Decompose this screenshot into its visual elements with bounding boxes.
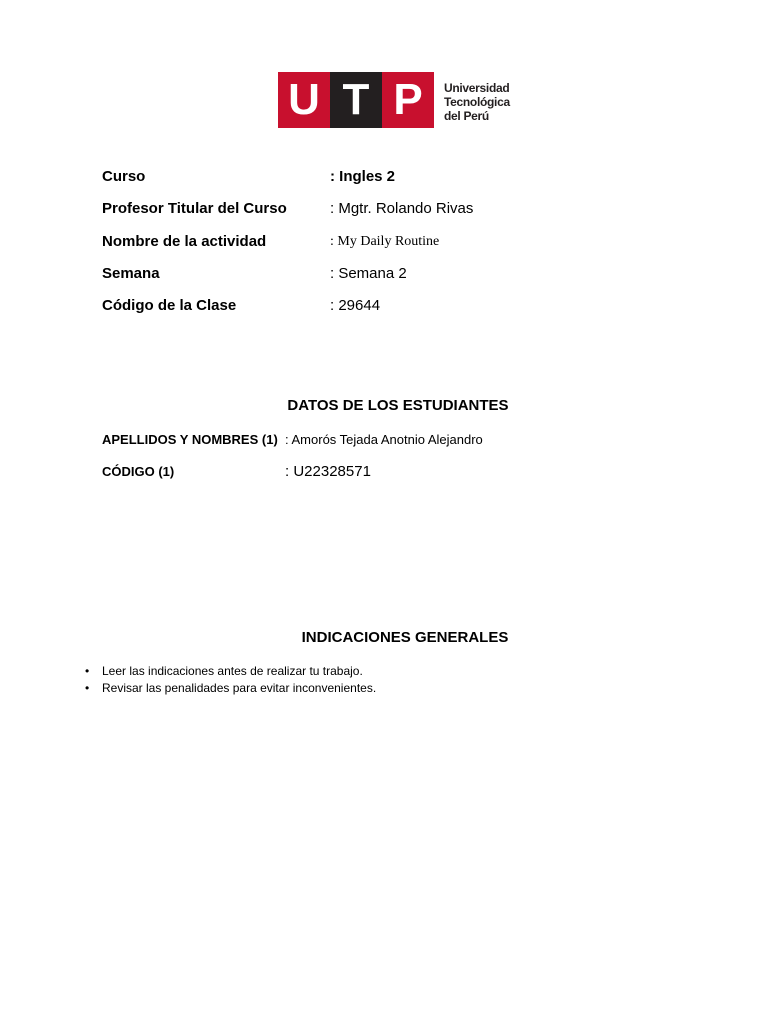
logo-u-block: [278, 72, 330, 128]
logo-line-3: del Perú: [444, 109, 489, 123]
student-code-value: : U22328571: [285, 463, 371, 480]
logo-line-2: Tecnológica: [444, 95, 510, 109]
week-value: : Semana 2: [330, 265, 407, 282]
student-name-value: : Amorós Tejada Anotnio Alejandro: [285, 432, 483, 447]
class-code-value: : 29644: [330, 297, 381, 314]
bullet-icon: •: [85, 681, 90, 695]
logo-p-block: [382, 72, 434, 128]
instructions-heading: INDICACIONES GENERALES: [301, 629, 509, 646]
utp-logo: [278, 72, 518, 128]
logo-t-block: [330, 72, 382, 128]
logo-letter-u: U: [288, 75, 320, 124]
class-code-label: Código de la Clase: [102, 297, 237, 314]
logo-wordmark: [444, 81, 510, 123]
list-item: [85, 663, 376, 680]
professor-label: Profesor Titular del Curso: [102, 200, 287, 217]
instruction-text: Revisar las penalidades para evitar inconvenientes.: [102, 681, 377, 695]
course-value: : Ingles 2: [330, 168, 396, 185]
week-label: Semana: [102, 265, 160, 282]
logo-letter-t: T: [342, 75, 370, 124]
instruction-text: Leer las indicaciones antes de realizar tu trabajo.: [102, 664, 363, 678]
professor-value: : Mgtr. Rolando Rivas: [330, 200, 474, 217]
students-heading: DATOS DE LOS ESTUDIANTES: [287, 397, 509, 414]
list-item: [85, 680, 376, 697]
student-code-label: CÓDIGO (1): [102, 464, 175, 479]
instructions-list: [85, 663, 376, 697]
logo-line-1: Universidad: [444, 81, 510, 95]
bullet-icon: •: [85, 664, 90, 678]
activity-value: : My Daily Routine: [330, 234, 440, 249]
student-name-label: APELLIDOS Y NOMBRES (1): [102, 432, 278, 447]
logo-letter-p: P: [393, 75, 423, 124]
activity-label: Nombre de la actividad: [102, 233, 267, 250]
course-label: Curso: [102, 168, 146, 185]
